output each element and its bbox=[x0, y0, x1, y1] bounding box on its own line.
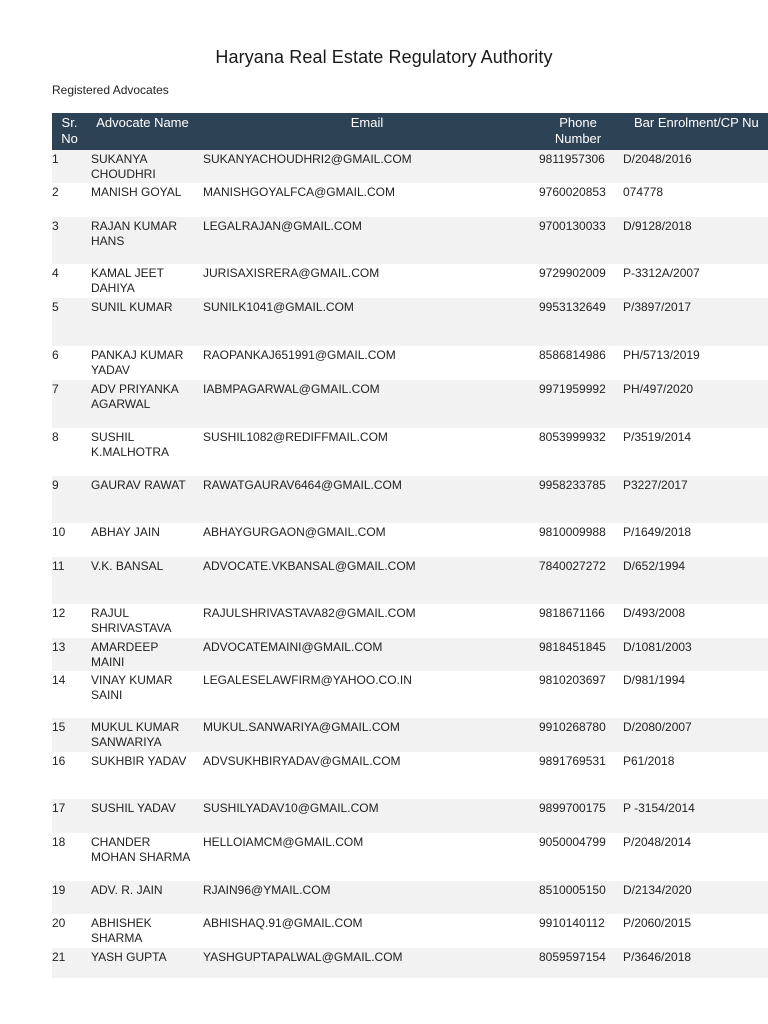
cell-bar-enrolment: P61/2018 bbox=[623, 754, 675, 768]
cell-bar-enrolment: D/2048/2016 bbox=[623, 152, 692, 166]
cell-advocate-name: KAMAL JEET DAHIYA bbox=[91, 266, 164, 295]
cell-email: SUSHIL1082@REDIFFMAIL.COM bbox=[203, 430, 388, 444]
column-header-email: Email bbox=[198, 113, 536, 150]
cell-sr-no: 8 bbox=[52, 430, 59, 444]
cell-bar-enrolment: P/3646/2018 bbox=[623, 950, 692, 964]
cell-phone-number: 7840027272 bbox=[539, 559, 606, 573]
table-row bbox=[52, 380, 768, 428]
cell-bar-enrolment: P/3519/2014 bbox=[623, 430, 692, 444]
table-row bbox=[52, 948, 768, 978]
table-row bbox=[52, 217, 768, 264]
table-row bbox=[52, 298, 768, 346]
cell-advocate-name: ABHISHEK SHARMA bbox=[91, 916, 152, 945]
cell-phone-number: 9818671166 bbox=[539, 606, 605, 620]
cell-bar-enrolment: D/9128/2018 bbox=[623, 219, 692, 233]
cell-bar-enrolment: D/981/1994 bbox=[623, 673, 686, 687]
cell-advocate-name: SUKHBIR YADAV bbox=[91, 754, 187, 768]
table-header bbox=[52, 113, 768, 150]
cell-email: ADVSUKHBIRYADAV@GMAIL.COM bbox=[203, 754, 401, 768]
cell-advocate-name: V.K. BANSAL bbox=[91, 559, 164, 573]
cell-advocate-name: SUKANYA CHOUDHRI bbox=[91, 152, 156, 181]
cell-advocate-name: MUKUL KUMAR SANWARIYA bbox=[91, 720, 180, 749]
cell-phone-number: 9953132649 bbox=[539, 300, 606, 314]
cell-sr-no: 11 bbox=[52, 559, 65, 573]
cell-bar-enrolment: P3227/2017 bbox=[623, 478, 688, 492]
cell-sr-no: 4 bbox=[52, 266, 59, 280]
cell-sr-no: 1 bbox=[52, 152, 59, 166]
cell-sr-no: 3 bbox=[52, 219, 59, 233]
table-row bbox=[52, 476, 768, 523]
table-body bbox=[52, 150, 768, 978]
table-row bbox=[52, 264, 768, 298]
page-title: Haryana Real Estate Regulatory Authority bbox=[215, 47, 553, 67]
cell-sr-no: 14 bbox=[52, 673, 66, 687]
cell-email: RAOPANKAJ651991@GMAIL.COM bbox=[203, 348, 396, 362]
cell-sr-no: 16 bbox=[52, 754, 66, 768]
cell-phone-number: 9891769531 bbox=[539, 754, 606, 768]
section-subtitle: Registered Advocates bbox=[52, 83, 169, 97]
cell-email: SUKANYACHOUDHRI2@GMAIL.COM bbox=[203, 152, 412, 166]
cell-phone-number: 9910140112 bbox=[539, 916, 605, 930]
cell-bar-enrolment: P/3897/2017 bbox=[623, 300, 692, 314]
cell-sr-no: 13 bbox=[52, 640, 66, 654]
cell-sr-no: 9 bbox=[52, 478, 59, 492]
cell-bar-enrolment: D/2080/2007 bbox=[623, 720, 692, 734]
cell-advocate-name: SUSHIL YADAV bbox=[91, 801, 176, 815]
cell-bar-enrolment: 074778 bbox=[623, 185, 664, 199]
table-row bbox=[52, 428, 768, 476]
cell-sr-no: 19 bbox=[52, 883, 66, 897]
cell-bar-enrolment: P/1649/2018 bbox=[623, 525, 692, 539]
cell-email: YASHGUPTAPALWAL@GMAIL.COM bbox=[203, 950, 403, 964]
cell-bar-enrolment: P/2048/2014 bbox=[623, 835, 692, 849]
cell-email: ABHAYGURGAON@GMAIL.COM bbox=[203, 525, 386, 539]
table-row bbox=[52, 557, 768, 604]
table-row bbox=[52, 914, 768, 948]
cell-advocate-name: SUNIL KUMAR bbox=[91, 300, 173, 314]
cell-phone-number: 9818451845 bbox=[539, 640, 606, 654]
cell-bar-enrolment: D/2134/2020 bbox=[623, 883, 692, 897]
cell-phone-number: 9811957306 bbox=[539, 152, 605, 166]
table-row bbox=[52, 833, 768, 881]
table-row bbox=[52, 523, 768, 557]
cell-bar-enrolment: PH/497/2020 bbox=[623, 382, 694, 396]
column-header-advocate-name: Advocate Name bbox=[87, 113, 198, 150]
cell-sr-no: 18 bbox=[52, 835, 66, 849]
cell-bar-enrolment: D/493/2008 bbox=[623, 606, 686, 620]
cell-advocate-name: ABHAY JAIN bbox=[91, 525, 160, 539]
cell-advocate-name: GAURAV RAWAT bbox=[91, 478, 186, 492]
header-row bbox=[52, 113, 768, 150]
cell-sr-no: 12 bbox=[52, 606, 66, 620]
cell-bar-enrolment: P -3154/2014 bbox=[623, 801, 695, 815]
cell-bar-enrolment: D/1081/2003 bbox=[623, 640, 692, 654]
cell-phone-number: 8510005150 bbox=[539, 883, 606, 897]
cell-advocate-name: RAJAN KUMAR HANS bbox=[91, 219, 178, 248]
cell-advocate-name: MANISH GOYAL bbox=[91, 185, 182, 199]
cell-phone-number: 9050004799 bbox=[539, 835, 606, 849]
cell-phone-number: 8586814986 bbox=[539, 348, 606, 362]
cell-phone-number: 9958233785 bbox=[539, 478, 606, 492]
cell-phone-number: 9910268780 bbox=[539, 720, 606, 734]
cell-advocate-name: ADV. R. JAIN bbox=[91, 883, 163, 897]
cell-advocate-name: VINAY KUMAR SAINI bbox=[91, 673, 173, 702]
cell-phone-number: 9700130033 bbox=[539, 219, 606, 233]
table-row bbox=[52, 346, 768, 380]
table-row bbox=[52, 183, 768, 217]
cell-email: ADVOCATE.VKBANSAL@GMAIL.COM bbox=[203, 559, 416, 573]
cell-sr-no: 5 bbox=[52, 300, 59, 314]
cell-sr-no: 21 bbox=[52, 950, 66, 964]
cell-sr-no: 6 bbox=[52, 348, 59, 362]
cell-phone-number: 9810203697 bbox=[539, 673, 606, 687]
table-row bbox=[52, 604, 768, 638]
cell-email: SUSHILYADAV10@GMAIL.COM bbox=[203, 801, 379, 815]
cell-email: HELLOIAMCM@GMAIL.COM bbox=[203, 835, 364, 849]
column-header-phone-number: Phone Number bbox=[536, 113, 620, 150]
advocates-table bbox=[52, 113, 768, 978]
cell-email: MANISHGOYALFCA@GMAIL.COM bbox=[203, 185, 395, 199]
cell-phone-number: 9899700175 bbox=[539, 801, 606, 815]
cell-phone-number: 8053999932 bbox=[539, 430, 606, 444]
cell-advocate-name: YASH GUPTA bbox=[91, 950, 167, 964]
cell-phone-number: 9760020853 bbox=[539, 185, 606, 199]
cell-email: LEGALRAJAN@GMAIL.COM bbox=[203, 219, 362, 233]
cell-email: LEGALESELAWFIRM@YAHOO.CO.IN bbox=[203, 673, 412, 687]
cell-advocate-name: AMARDEEP MAINI bbox=[91, 640, 159, 669]
cell-email: RAJULSHRIVASTAVA82@GMAIL.COM bbox=[203, 606, 416, 620]
column-header-bar-enrolment: Bar Enrolment/CP Nu bbox=[620, 113, 768, 150]
cell-bar-enrolment: P/2060/2015 bbox=[623, 916, 692, 930]
cell-sr-no: 10 bbox=[52, 525, 66, 539]
cell-email: RJAIN96@YMAIL.COM bbox=[203, 883, 331, 897]
cell-advocate-name: SUSHIL K.MALHOTRA bbox=[91, 430, 170, 459]
cell-advocate-name: PANKAJ KUMAR YADAV bbox=[91, 348, 184, 377]
cell-bar-enrolment: PH/5713/2019 bbox=[623, 348, 700, 362]
table-row bbox=[52, 638, 768, 671]
cell-phone-number: 8059597154 bbox=[539, 950, 606, 964]
cell-sr-no: 17 bbox=[52, 801, 66, 815]
cell-sr-no: 20 bbox=[52, 916, 66, 930]
cell-phone-number: 9810009988 bbox=[539, 525, 606, 539]
advocates-table-container bbox=[52, 113, 768, 978]
cell-sr-no: 7 bbox=[52, 382, 59, 396]
table-row bbox=[52, 150, 768, 183]
cell-phone-number: 9729902009 bbox=[539, 266, 606, 280]
column-header-sr-no: Sr. No bbox=[52, 113, 87, 150]
cell-advocate-name: ADV PRIYANKA AGARWAL bbox=[91, 382, 179, 411]
table-row bbox=[52, 752, 768, 799]
cell-sr-no: 15 bbox=[52, 720, 66, 734]
table-row bbox=[52, 718, 768, 752]
cell-email: SUNILK1041@GMAIL.COM bbox=[203, 300, 354, 314]
cell-email: IABMPAGARWAL@GMAIL.COM bbox=[203, 382, 380, 396]
cell-advocate-name: RAJUL SHRIVASTAVA bbox=[91, 606, 172, 635]
cell-bar-enrolment: P-3312A/2007 bbox=[623, 266, 700, 280]
table-row bbox=[52, 671, 768, 718]
cell-email: ADVOCATEMAINI@GMAIL.COM bbox=[203, 640, 383, 654]
cell-email: ABHISHAQ.91@GMAIL.COM bbox=[203, 916, 363, 930]
cell-sr-no: 2 bbox=[52, 185, 59, 199]
cell-email: JURISAXISRERA@GMAIL.COM bbox=[203, 266, 380, 280]
cell-email: MUKUL.SANWARIYA@GMAIL.COM bbox=[203, 720, 400, 734]
table-row bbox=[52, 799, 768, 833]
cell-email: RAWATGAURAV6464@GMAIL.COM bbox=[203, 478, 402, 492]
cell-bar-enrolment: D/652/1994 bbox=[623, 559, 686, 573]
cell-advocate-name: CHANDER MOHAN SHARMA bbox=[91, 835, 191, 864]
cell-phone-number: 9971959992 bbox=[539, 382, 606, 396]
table-row bbox=[52, 881, 768, 914]
